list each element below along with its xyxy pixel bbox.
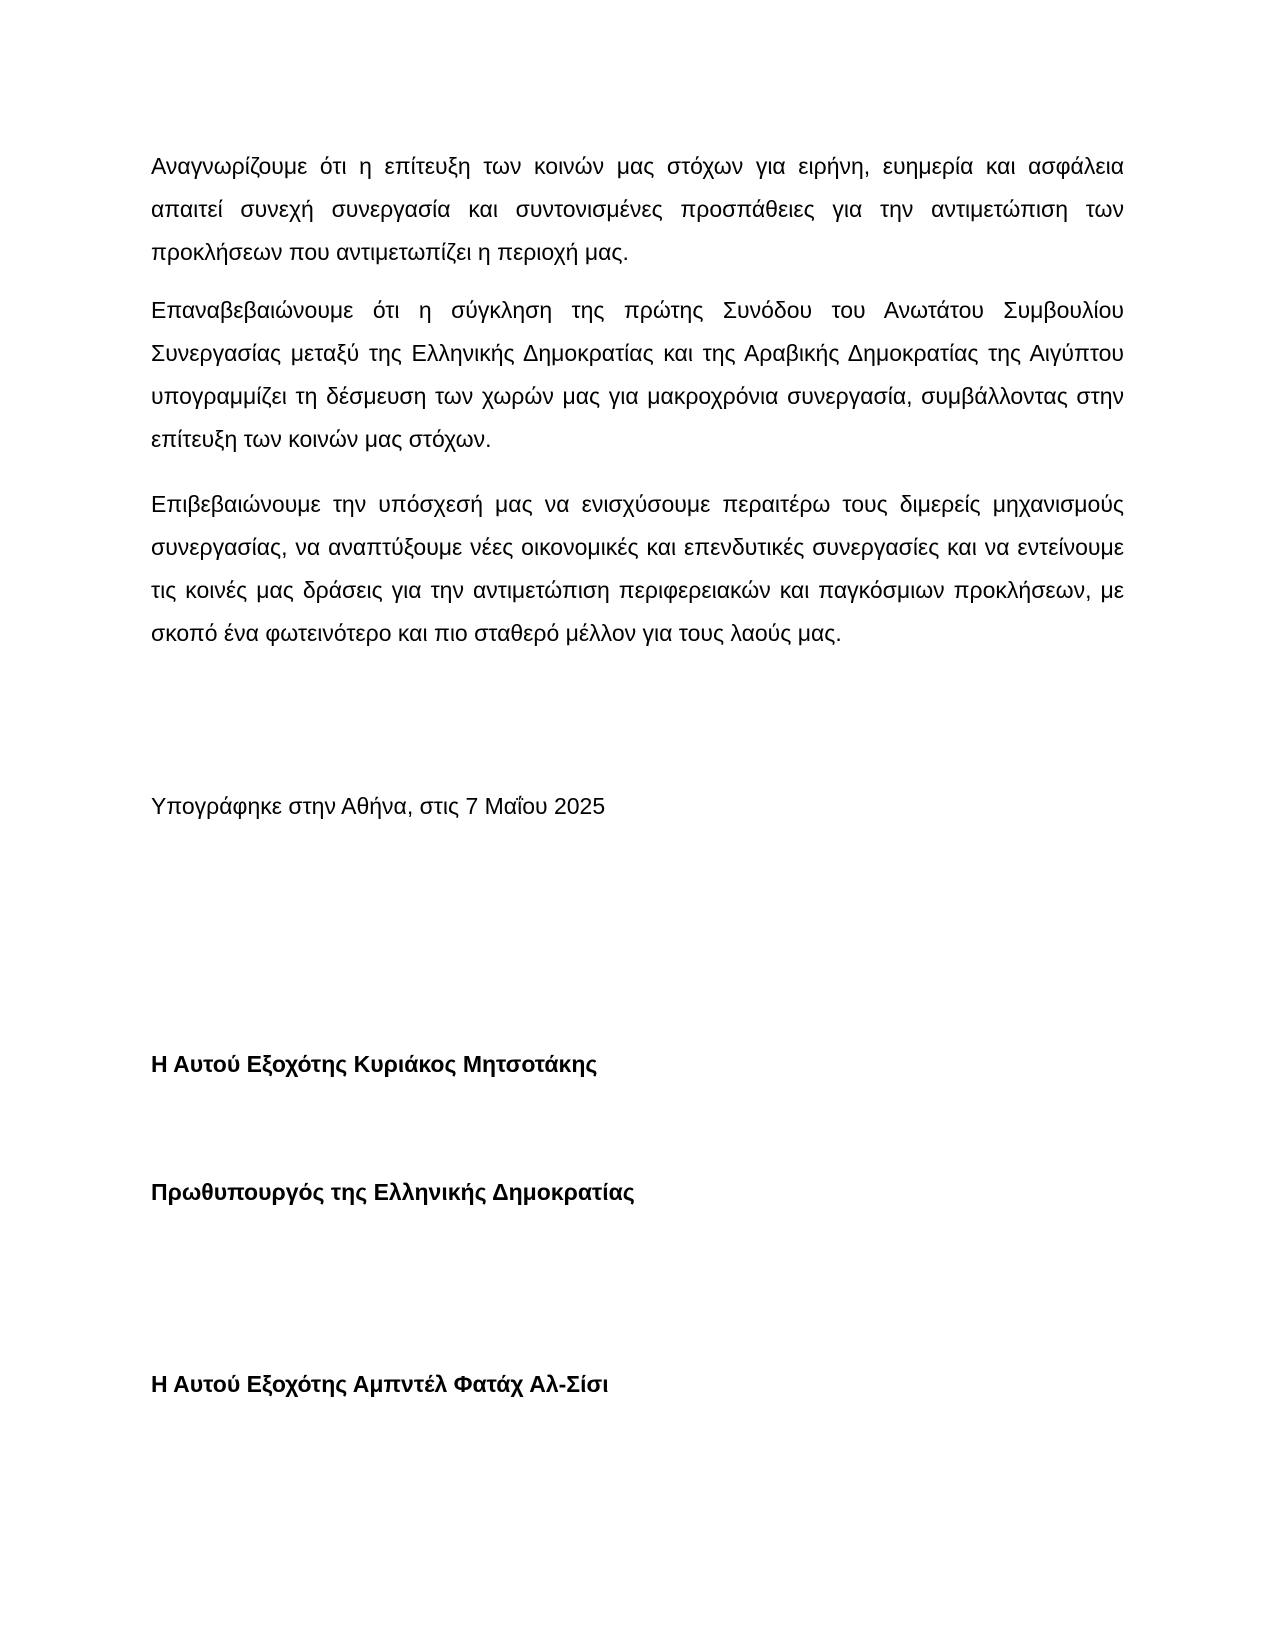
paragraph-3: Επιβεβαιώνουμε την υπόσχεσή μας να ενισχύσουμε περαιτέρω τους διμερείς μηχανισμούς συνεργασίας, να αναπτύξουμε νέες οικονομικές και επενδυτικές συνεργασίες και να εντείνουμε τις κοινές μας δράσεις για την αντιμετώπιση περιφερειακών και παγκόσμιων προκλήσεων, με σκοπό ένα φωτεινότερο και πιο σταθερό μέλλον για τους λαούς μας. xyxy=(151,491,1124,646)
paragraph-1: Αναγνωρίζουμε ότι η επίτευξη των κοινών μας στόχων για ειρήνη, ευημερία και ασφάλεια απαιτεί συνεχή συνεργασία και συντονισμένες προσπάθειες για την αντιμετώπιση των προκλήσεων που αντιμετωπίζει η περιοχή μας. xyxy=(151,153,1124,265)
signatory-2-name: Η Αυτού Εξοχότης Αμπντέλ Φατάχ Αλ-Σίσι xyxy=(151,1371,609,1397)
signatory-1-title: Πρωθυπουργός της Ελληνικής Δημοκρατίας xyxy=(151,1179,635,1205)
signatory-1-name: Η Αυτού Εξοχότης Κυριάκος Μητσοτάκης xyxy=(151,1051,598,1077)
signed-place-date: Υπογράφηκε στην Αθήνα, στις 7 Μαΐου 2025 xyxy=(151,793,606,819)
paragraph-2: Επαναβεβαιώνουμε ότι η σύγκληση της πρώτης Συνόδου του Ανωτάτου Συμβουλίου Συνεργασίας μεταξύ της Ελληνικής Δημοκρατίας και της Αραβικής Δημοκρατίας της Αιγύπτου υπογραμμίζει τη δέσμευση των χωρών μας για μακροχρόνια συνεργασία, συμβάλλοντας στην επίτευξη των κοινών μας στόχων. xyxy=(151,297,1124,452)
